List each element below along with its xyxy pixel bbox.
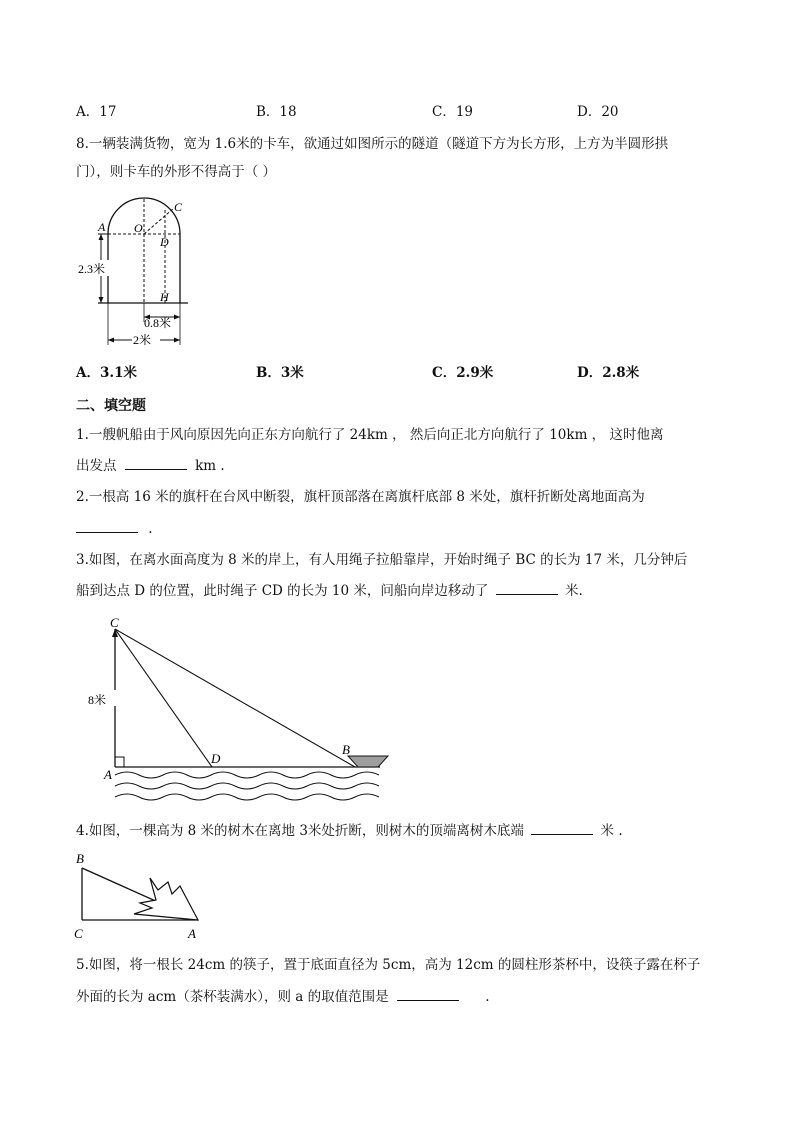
bank-height-label: 8米 [88,693,107,707]
half-width-label: 0.8米 [144,316,172,330]
f3-suffix: 米. [565,583,583,599]
f3-answer-blank[interactable] [496,580,558,595]
f4-text-line1 [76,820,623,841]
point-c-label: C [174,200,183,214]
f3-prefix: 船到达点 D 的位置，此时绳子 CD 的长为 10 米，问船向岸边移动了 [76,583,489,599]
point-h-label: H [160,290,169,304]
wave-line-2 [115,783,379,789]
f1-answer-blank[interactable] [125,455,187,470]
q7-option-b: B．18 [256,104,297,120]
boat-shape [348,756,388,767]
tunnel-figure [70,190,200,350]
f2-text-line2 [76,518,153,539]
point-b-label: B [342,742,350,757]
f5-text-line1: 5.如图，将一根长 24cm 的筷子，置于底面直径为 5cm，高为 12cm 的圆柱形茶杯中，设筷子露在杯子 [76,957,701,973]
tree-crown [134,878,198,920]
tunnel-width-label: 2米 [133,333,152,347]
point-d-label: D [160,235,169,249]
f1-prefix: 出发点 [76,458,117,474]
f3-text-line1: 3.如图，在离水面高度为 8 米的岸上，有人用绳子拉船靠岸，开始时绳子 BC 的长为 17 米，几分钟后 [76,552,688,568]
f2-answer-blank[interactable] [76,518,138,533]
wave-line-3 [115,794,379,800]
q8-text-line1: 8.一辆装满货物，宽为 1.6米的卡车，欲通过如图所示的隧道（隧道下方为长方形，上方为半圆形拱 [76,136,669,152]
q8-option-d: D．2.8米 [577,365,640,381]
tunnel-height-label: 2.3米 [78,262,106,276]
q7-option-a: A．17 [76,104,117,120]
point-a-label: A [188,926,196,941]
f4-answer-blank[interactable] [531,820,593,835]
q8-option-c: C．2.9米 [432,365,494,381]
tree-figure [70,848,210,943]
f5-suffix: . [485,989,490,1005]
f4-suffix: 米 . [600,823,623,839]
f1-text-line1: 1.一艘帆船由于风向原因先向正东方向航行了 24km ， 然后向正北方向航行了 10km ， 这时他离 [76,427,664,443]
f2-suffix: . [148,521,153,537]
f5-text-line2 [76,986,489,1007]
q8-text-line2: 门），则卡车的外形不得高于（ ） [76,164,277,180]
q7-option-c: C．19 [432,104,474,120]
point-o-label: O [134,221,143,235]
f4-prefix: 4.如图，一棵高为 8 米的树木在离地 3米处折断，则树木的顶端离树木底端 [76,823,524,839]
boat-figure [80,615,400,810]
point-c-label: C [74,926,83,941]
point-d-label: D [211,751,221,766]
point-a-label: A [104,767,112,782]
section-title: 二、填空题 [76,398,146,414]
f3-text-line2 [76,580,583,601]
point-b-label: B [76,851,84,866]
f2-text-line1: 2.一根高 16 米的旗杆在台风中断裂，旗杆顶部落在离旗杆底部 8 米处，旗杆折断处离地面高为 [76,489,645,505]
point-a-label: A [98,220,106,234]
point-c-label: C [110,615,119,630]
q8-option-a: A．3.1米 [76,365,137,381]
wave-line-1 [115,772,379,778]
f5-answer-blank[interactable] [397,986,459,1001]
f5-prefix: 外面的长为 acm（茶杯装满水），则 a 的取值范围是 [76,989,389,1005]
f1-suffix: km . [195,458,225,474]
q7-option-d: D．20 [577,104,619,120]
f1-text-line2 [76,455,225,476]
q8-option-b: B．3米 [256,365,304,381]
